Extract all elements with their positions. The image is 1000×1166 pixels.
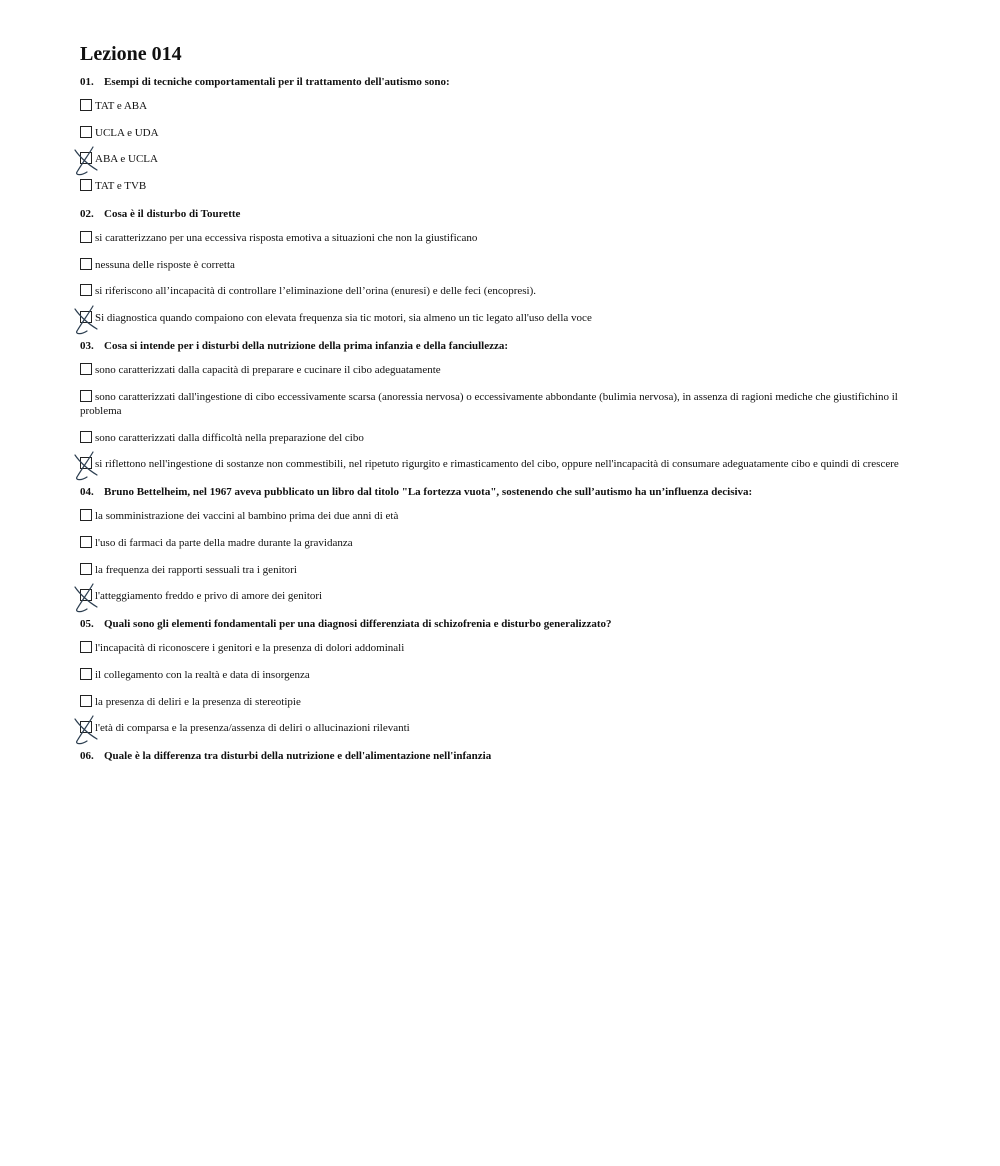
question-prompt: Esempi di tecniche comportamentali per il trattamento dell'autismo sono: [104,76,450,88]
option-label: l'atteggiamento freddo e privo di amore dei genitori [95,590,323,603]
question-number: 02. [80,208,94,221]
question-list [80,75,930,763]
question-2 [80,207,930,325]
answer-option [80,695,930,709]
question-number: 01. [80,76,94,88]
question-text [80,339,930,353]
checkbox[interactable] [80,390,92,402]
checkbox[interactable] [80,258,92,270]
question-prompt: Quali sono gli elementi fondamentali per una diagnosi differenziata di schizofrenia e disturbo generalizzato? [104,618,612,631]
option-label: il collegamento con la realtà e data di insorgenza [95,668,310,681]
option-label: la frequenza dei rapporti sessuali tra i genitori [95,563,297,576]
answer-option [80,284,930,298]
option-label: Si diagnostica quando compaiono con elevata frequenza sia tic motori, sia almeno un tic legato all'uso della voce [95,312,592,325]
question-3 [80,339,930,471]
checkbox[interactable] [80,231,92,243]
question-prompt: Cosa è il disturbo di Tourette [104,208,241,221]
answer-option [80,311,930,325]
question-number: 04. [80,486,94,499]
checkbox[interactable] [80,695,92,707]
answer-option [80,563,930,577]
question-prompt: Quale è la differenza tra disturbi della nutrizione e dell'alimentazione nell'infanzia [104,750,492,763]
option-label: l'uso di farmaci da parte della madre durante la gravidanza [95,536,353,549]
option-label: si riferiscono all’incapacità di controllare l’eliminazione dell’orina (enuresi) e delle feci (encopresi). [95,285,537,298]
question-number: 06. [80,750,94,763]
answer-option [80,152,930,166]
answer-option [80,721,930,735]
option-label: si riflettono nell'ingestione di sostanze non commestibili, nel ripetuto rigurgito e rimasticamento del cibo, oppure nell'incapacità di consumare adeguatamente cibo e quindi di crescere [95,458,899,471]
option-label: TAT e TVB [95,180,147,193]
question-text [80,485,930,499]
checkbox[interactable] [80,284,92,296]
checkbox[interactable] [80,536,92,548]
answer-option [80,589,930,603]
question-1 [80,75,930,193]
answer-option [80,641,930,655]
option-label: l'incapacità di riconoscere i genitori e la presenza di dolori addominali [95,642,405,655]
checkbox-checked[interactable] [80,311,92,323]
checkbox[interactable] [80,99,92,111]
option-label: l'età di comparsa e la presenza/assenza di deliri o allucinazioni rilevanti [95,722,410,735]
checkbox[interactable] [80,126,92,138]
checkbox[interactable] [80,641,92,653]
answer-option [80,431,930,445]
option-label: sono caratterizzati dall'ingestione di cibo eccessivamente scarsa (anoressia nervosa) o eccessivamente abbondante (bulimia nervosa), in assenza di ragioni mediche che giustifichino il problema [80,390,898,417]
answer-option [80,536,930,550]
answer-option [80,126,930,140]
document-page [80,42,930,777]
question-number: 05. [80,618,94,631]
checkbox[interactable] [80,179,92,191]
option-label: ABA e UCLA [95,153,158,166]
question-5 [80,617,930,735]
question-number: 03. [80,340,94,353]
question-text [80,207,930,221]
checkbox[interactable] [80,563,92,575]
option-label: sono caratterizzati dalla difficoltà nella preparazione del cibo [95,431,364,444]
option-label: UCLA e UDA [95,126,159,139]
answer-option [80,231,930,245]
question-text [80,617,930,631]
answer-option [80,258,930,272]
option-label: la somministrazione dei vaccini al bambino prima dei due anni di età [95,510,399,523]
option-label: nessuna delle risposte è corretta [95,258,235,271]
checkbox-checked[interactable] [80,589,92,601]
checkbox[interactable] [80,509,92,521]
question-prompt: Cosa si intende per i disturbi della nutrizione della prima infanzia e della fanciullezza: [104,340,509,353]
page-title: Lezione 014 [80,43,182,65]
answer-option [80,457,930,471]
answer-option [80,99,930,113]
question-text [80,749,930,763]
answer-option [80,390,930,418]
checkbox[interactable] [80,431,92,443]
question-4 [80,485,930,603]
checkbox[interactable] [80,668,92,680]
checkbox-checked[interactable] [80,152,92,164]
option-label: si caratterizzano per una eccessiva risposta emotiva a situazioni che non la giustificano [95,232,478,245]
answer-option [80,668,930,682]
checkbox-checked[interactable] [80,721,92,733]
checkbox[interactable] [80,363,92,375]
checkbox-checked[interactable] [80,457,92,469]
option-label: TAT e ABA [95,100,148,112]
question-text [80,75,930,89]
question-6 [80,749,930,763]
option-label: sono caratterizzati dalla capacità di preparare e cucinare il cibo adeguatamente [95,364,441,377]
question-prompt: Bruno Bettelheim, nel 1967 aveva pubblicato un libro dal titolo "La fortezza vuota", sostenendo che sull’autismo ha un’influenza decisiva: [104,486,753,499]
answer-option [80,179,930,193]
answer-option [80,363,930,377]
answer-option [80,509,930,523]
option-label: la presenza di deliri e la presenza di stereotipie [95,695,301,708]
